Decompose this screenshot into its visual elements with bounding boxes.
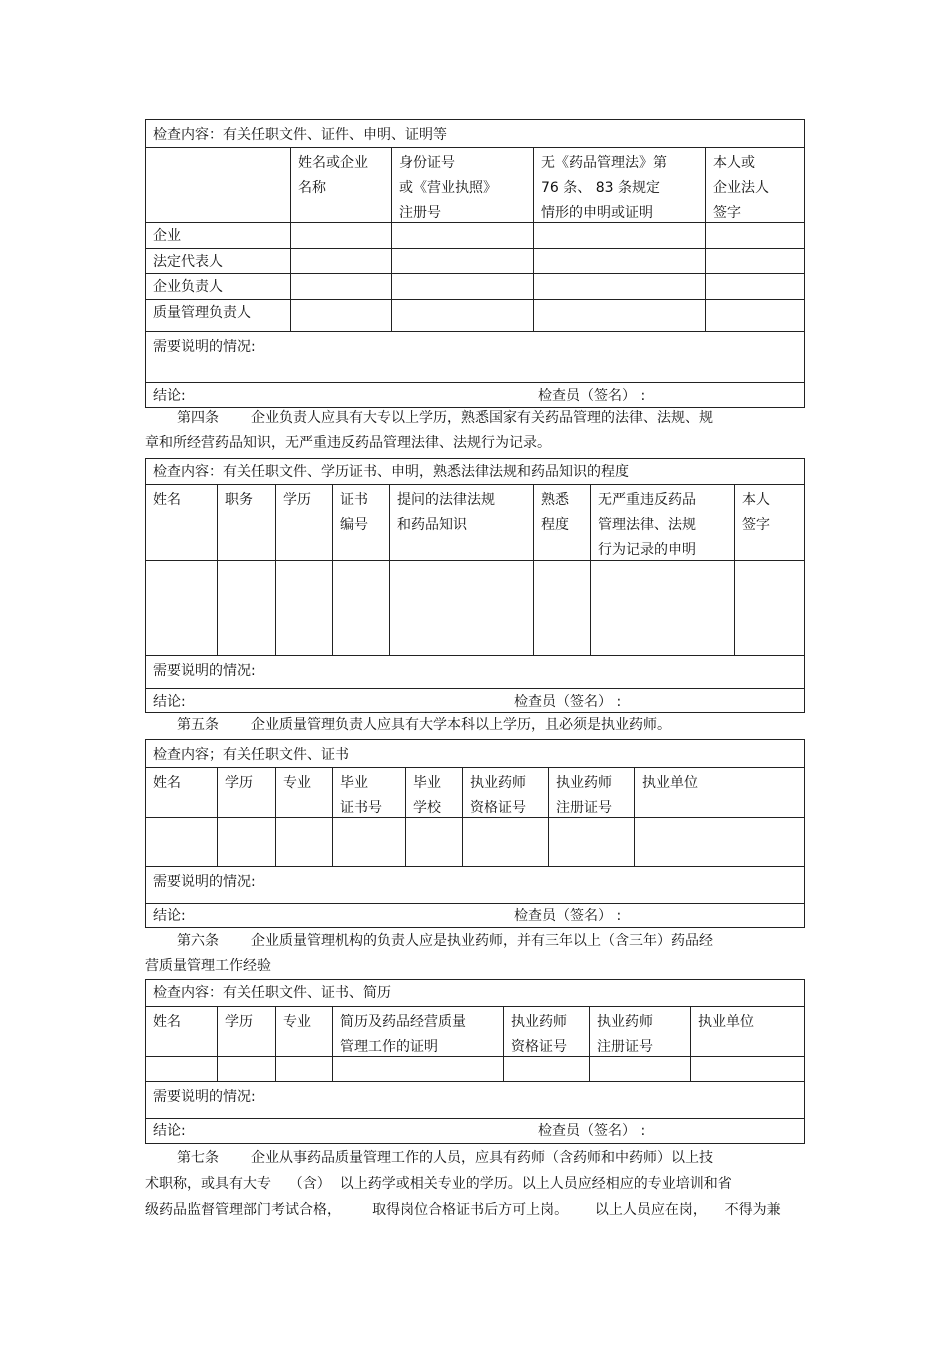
inspector-signature-label: 检查员（签名） :	[538, 388, 646, 404]
note-row	[146, 331, 804, 382]
table-cell	[146, 561, 217, 655]
table-cell	[290, 274, 391, 299]
check-content: 检查内容：有关任职文件、学历证书、申明，熟悉法律法规和药品知识的程度	[153, 464, 629, 480]
note-label: 需要说明的情况:	[153, 874, 256, 890]
table-cell	[705, 223, 805, 248]
table-cell	[217, 1057, 275, 1081]
header-row	[146, 147, 804, 222]
table-cell	[533, 223, 705, 248]
table-cell	[332, 561, 389, 655]
table-cell	[705, 274, 805, 299]
check-content-row	[146, 980, 804, 1006]
note-row	[146, 1081, 804, 1118]
header-row	[146, 767, 804, 817]
table-article3-check	[145, 119, 805, 408]
header-declaration: 无《药品管理法》第 76 条、 83 条规定 情形的申明或证明	[533, 148, 705, 222]
article-label: 第七条	[177, 1150, 219, 1166]
header-resume: 简历及药品经营质量 管理工作的证明	[332, 1007, 503, 1056]
row-label: 质量管理负责人	[153, 305, 251, 321]
table-cell	[462, 818, 548, 866]
table-article6-check	[145, 979, 805, 1144]
table-cell	[217, 818, 275, 866]
header-name: 姓名或企业 名称	[290, 148, 391, 222]
header-cell-empty	[146, 148, 290, 222]
conclusion-label: 结论:	[153, 1123, 186, 1139]
table-cell	[275, 818, 332, 866]
header-name: 姓名	[153, 1014, 181, 1030]
table-cell	[705, 300, 805, 331]
table-cell	[332, 818, 405, 866]
header-education: 学历	[217, 768, 275, 817]
conclusion-row	[146, 903, 804, 928]
header-registration-cert: 执业药师 注册证号	[548, 768, 634, 817]
row-label: 企业负责人	[153, 279, 223, 295]
article-text: 企业质量管理负责人应具有大学本科以上学历，且必须是执业药师。	[251, 717, 671, 733]
header-registration-cert: 执业药师 注册证号	[589, 1007, 690, 1056]
note-row	[146, 655, 804, 688]
conclusion-row	[146, 382, 804, 408]
header-employer: 执业单位	[634, 768, 805, 817]
table-cell	[389, 561, 533, 655]
check-content: 检查内容；有关任职文件、证书	[153, 747, 349, 763]
article-4	[145, 406, 805, 456]
table-cell	[290, 300, 391, 331]
table-article4-check	[145, 458, 805, 713]
article-label: 第四条	[177, 410, 219, 426]
table-cell	[275, 1057, 332, 1081]
table-cell	[503, 1057, 589, 1081]
check-content-row	[146, 740, 804, 767]
conclusion-label: 结论:	[153, 694, 186, 710]
inspector-signature-label: 检查员（签名） :	[514, 908, 622, 924]
header-name: 姓名	[153, 775, 181, 791]
table-cell	[548, 818, 634, 866]
table-cell	[533, 561, 590, 655]
check-content: 检查内容：有关任职文件、证书、简历	[153, 985, 391, 1001]
article-6	[145, 929, 805, 979]
article-label: 第六条	[177, 933, 219, 949]
table-cell	[290, 223, 391, 248]
table-cell	[690, 1057, 805, 1081]
table-row	[146, 222, 804, 248]
conclusion-label: 结论:	[153, 908, 186, 924]
note-label: 需要说明的情况:	[153, 339, 256, 355]
table-cell	[589, 1057, 690, 1081]
table-row	[146, 560, 804, 655]
header-qualification-cert: 执业药师 资格证号	[462, 768, 548, 817]
table-cell	[146, 818, 217, 866]
table-article5-check	[145, 739, 805, 928]
article-text: 章和所经营药品知识，无严重违反药品管理法律、法规行为记录。	[145, 435, 551, 451]
table-cell	[734, 561, 805, 655]
header-declaration: 无严重违反药品 管理法律、法规 行为记录的申明	[590, 485, 734, 560]
table-cell	[590, 561, 734, 655]
inspector-signature-label: 检查员（签名） :	[514, 694, 622, 710]
check-content-row	[146, 120, 804, 147]
header-row	[146, 1006, 804, 1056]
article-label: 第五条	[177, 717, 219, 733]
table-cell	[405, 818, 462, 866]
article-text: 术职称，或具有大专 （含） 以上药学或相关专业的学历。以上人员应经相应的专业培训和省	[145, 1176, 732, 1192]
table-cell	[705, 249, 805, 273]
table-cell	[332, 1057, 503, 1081]
table-cell	[533, 249, 705, 273]
table-row	[146, 817, 804, 866]
header-major: 专业	[275, 1007, 332, 1056]
article-text: 企业负责人应具有大专以上学历，熟悉国家有关药品管理的法律、法规、规	[251, 410, 713, 426]
article-text: 企业质量管理机构的负责人应是执业药师，并有三年以上（含三年）药品经	[251, 933, 713, 949]
table-row	[146, 299, 804, 331]
note-label: 需要说明的情况:	[153, 663, 256, 679]
conclusion-row	[146, 688, 804, 713]
table-cell	[391, 249, 533, 273]
note-row	[146, 866, 804, 903]
table-cell	[217, 561, 275, 655]
header-qualification-cert: 执业药师 资格证号	[503, 1007, 589, 1056]
table-row	[146, 248, 804, 273]
article-text: 营质量管理工作经验	[145, 958, 271, 974]
header-id-number: 身份证号 或《营业执照》 注册号	[391, 148, 533, 222]
header-familiarity: 熟悉 程度	[533, 485, 590, 560]
table-cell	[634, 818, 805, 866]
note-label: 需要说明的情况:	[153, 1089, 256, 1105]
header-knowledge: 提问的法律法规 和药品知识	[389, 485, 533, 560]
conclusion-row	[146, 1118, 804, 1144]
table-cell	[391, 300, 533, 331]
table-cell	[391, 274, 533, 299]
article-text: 企业从事药品质量管理工作的人员，应具有药师（含药师和中药师）以上技	[251, 1150, 713, 1166]
row-label: 企业	[153, 228, 181, 244]
header-diploma-number: 毕业 证书号	[332, 768, 405, 817]
header-major: 专业	[275, 768, 332, 817]
article-7	[145, 1145, 805, 1223]
table-cell	[275, 561, 332, 655]
table-cell	[146, 1057, 217, 1081]
row-label: 法定代表人	[153, 254, 223, 270]
table-cell	[391, 223, 533, 248]
article-5	[145, 713, 805, 738]
table-cell	[533, 274, 705, 299]
check-content-row	[146, 459, 804, 484]
header-employer: 执业单位	[690, 1007, 805, 1056]
header-cert-number: 证书 编号	[332, 485, 389, 560]
table-row	[146, 273, 804, 299]
header-signature: 本人 签字	[734, 485, 805, 560]
header-education: 学历	[275, 485, 332, 560]
table-cell	[290, 249, 391, 273]
header-row	[146, 484, 804, 560]
header-school: 毕业 学校	[405, 768, 462, 817]
header-position: 职务	[217, 485, 275, 560]
header-name: 姓名	[153, 492, 181, 508]
header-signature: 本人或 企业法人 签字	[705, 148, 805, 222]
table-row	[146, 1056, 804, 1081]
check-content: 检查内容：有关任职文件、证件、申明、证明等	[153, 127, 447, 143]
inspector-signature-label: 检查员（签名） :	[538, 1123, 646, 1139]
header-education: 学历	[217, 1007, 275, 1056]
conclusion-label: 结论:	[153, 388, 186, 404]
table-cell	[533, 300, 705, 331]
article-text: 级药品监督管理部门考试合格， 取得岗位合格证书后方可上岗。 以上人员应在岗， 不得为兼	[145, 1202, 781, 1218]
